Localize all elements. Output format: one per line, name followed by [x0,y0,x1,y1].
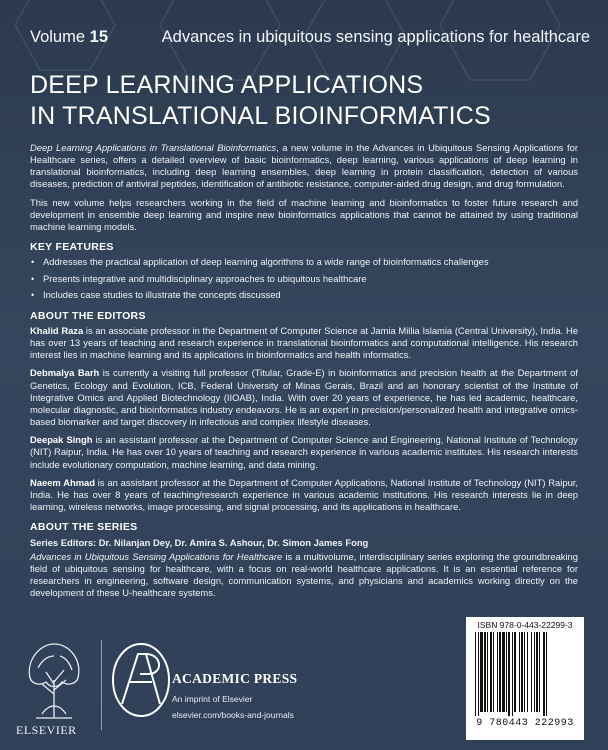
intro-paragraph-2: This new volume helps researchers working in the field of machine learning and bioinformatics to foster future research and development in ensemble deep learning and inspire new bioinformatics applications that cannot be attained by using traditional machine learning models. [30,196,578,233]
logo-divider [101,640,102,730]
volume-word: Volume [30,28,86,46]
barcode-bar [497,632,498,712]
barcode-bar [546,632,547,716]
barcode-bar [502,632,505,712]
barcode-bar [480,632,483,712]
editor-name: Khalid Raza [30,324,84,336]
editor-bio-text: is currently a visiting full professor (Titular, Grade-E) in bioinformatics and precision health at the Department of Genetics, Ecology and Evolution, ICB, Federal University of Minas Gerais, Brazil and an honorary scientist of the Institute of Integrative Omics and Applied Biotechnology (IIOAB), India. With over 20 years of experience, he has led academic, healthcare, molecular diagnostic, and bioinformatics industry endeavors. He is an expert in precision/personalized health and integrative omics-based biomarker and target discovery in infectious and complex lifestyle diseases. [30,367,578,427]
editor-bio-text: is an assistant professor at the Department of Computer Applications, National Institute of Technology (NIT) Raipur, India. He has over 8 years of teaching/research experience in various academic institutions. His research interests lie in deep learning, wireless networks, image processing, and signal processing, and its applications in healthcare. [30,477,578,513]
isbn-barcode-box [466,617,584,740]
series-description-title: Advances in Ubiquitous Sensing Applications for Healthcare [30,550,283,562]
barcode-bar [484,632,486,712]
book-title-line-1: DEEP LEARNING APPLICATIONS [30,71,424,99]
editor-name: Debmalya Barh [30,367,100,379]
book-title-line-2: IN TRANSLATIONAL BIOINFORMATICS [30,102,491,130]
series-editors: Series Editors: Dr. Nilanjan Dey, Dr. Amira S. Ashour, Dr. Simon James Fong [30,536,369,548]
elsevier-tree-logo [24,638,84,720]
editors-heading: ABOUT THE EDITORS [30,309,146,322]
barcode-bar [508,632,510,716]
volume-label [30,28,108,47]
imprint-note: An imprint of Elsevier [172,694,253,704]
barcode-digits: 9 780443 222993 [476,718,574,729]
barcode-bar [531,632,532,712]
publisher-website[interactable]: elsevier.com/books-and-journals [172,710,294,720]
barcode-bar [524,632,525,712]
barcode-bar [539,632,540,712]
volume-number: 15 [89,28,108,46]
barcode-bar [519,632,520,712]
barcode-bar [475,632,476,716]
barcode-bar [536,632,538,712]
barcode-bar [521,632,523,712]
barcode-bar [534,632,535,712]
intro-paragraph-1 [30,142,578,190]
key-features-heading: KEY FEATURES [30,241,114,254]
barcode-bar [499,632,501,712]
elsevier-wordmark: ELSEVIER [16,723,77,737]
key-feature-item: • Includes case studies to illustrate the concepts discussed [30,289,578,301]
key-feature-item: • Addresses the practical application of deep learning algorithms to a wide range of bioinformatics challenges [30,256,578,268]
editor-bio [30,477,578,513]
blurb-body [30,142,578,606]
barcode-bar [490,632,492,712]
barcode-bar [478,632,479,716]
editor-name: Deepak Singh [30,434,93,446]
book-title [30,70,590,132]
editor-bio-text: is an assistant professor at the Department of Computer Science and Engineering, National Institute of Technology (NIT) Raipur, India. He has over 10 years of teaching and research experience in various academic institutes. His research interests include evolutionary computation, machine learning, and data mining. [30,434,578,470]
series-description-text: is a multivolume, interdisciplinary series exploring the groundbreaking field of ubiquitous sensing for healthcare, with a focus on real-world healthcare applications. It is an essential reference for researchers in engineering, software design, communication systems, and physicians and academics working directly on the development of these U-healthcare systems. [30,550,578,598]
barcode-bar [512,632,513,716]
intro-text-1: , a new volume in the Advances in Ubiquitous Sensing Applications for Healthcare series, offers a detailed overview of basic bioinformatics, deep learning, various applications of deep learning in translational bioinformatics, including deep learning ensembles, deep learning in protein classification, detection of various diseases, prediction of antiviral peptides, identification of antibiotic resistance, computer-aided drug design, and drug formulation. [30,142,578,190]
barcode-bar [487,632,488,712]
barcode-bar [543,632,545,716]
editor-bio [30,434,578,470]
series-description [30,551,578,599]
barcode [471,632,579,716]
academic-press-logo [110,640,172,720]
volume-header [30,28,590,50]
key-feature-item: • Presents integrative and multidisciplinary approaches to ubiquitous healthcare [30,273,578,285]
barcode-bar [493,632,494,712]
academic-press-name: ACADEMIC PRESS [172,671,298,686]
barcode-bar [506,632,507,712]
series-title-header: Advances in ubiquitous sensing applications for healthcare [161,28,590,46]
key-features-list [30,256,578,301]
editor-bio [30,325,578,361]
isbn-label: ISBN 978-0-443-22299-3 [477,620,573,630]
barcode-bar [527,632,528,712]
editor-name: Naeem Ahmad [30,477,95,489]
barcode-bar [514,632,516,712]
editor-bio [30,367,578,427]
intro-book-title: Deep Learning Applications in Translational Bioinformatics [30,142,277,153]
editor-bio-text: is an associate professor in the Department of Computer Science at Jamia Millia Islamia (Central University), India. He has over 13 years of teaching and research experience in translational bioinformatics and computational intelligence. His research interest lies in machine learning and its applications in bioinformatics and health informatics. [30,324,578,360]
series-heading: ABOUT THE SERIES [30,521,138,534]
